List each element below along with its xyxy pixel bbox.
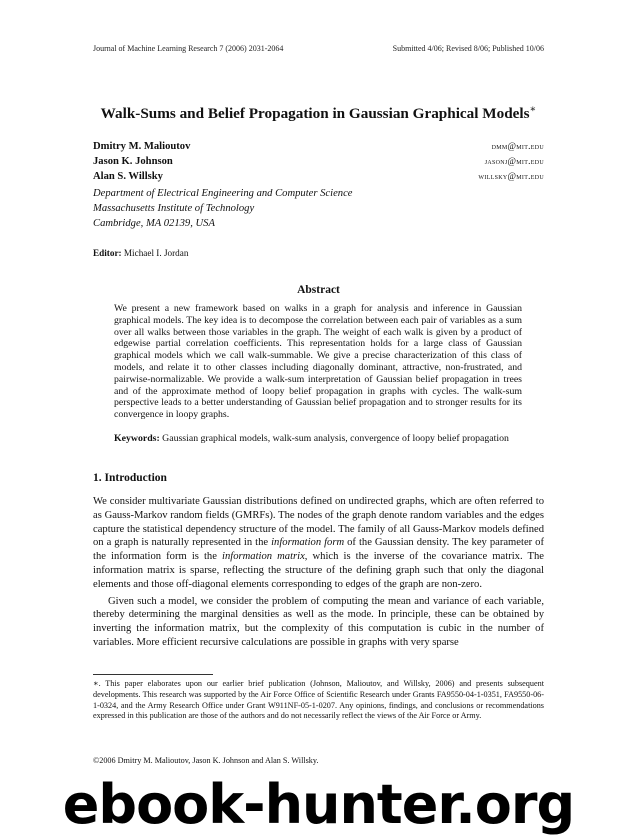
author-email: dmm@mit.edu — [491, 141, 544, 151]
title-footnote-mark: ∗ — [529, 104, 537, 115]
editor-name: Michael I. Jordan — [123, 248, 189, 258]
emphasis-information-form: information form — [271, 537, 345, 549]
affiliation-city: Cambridge, MA 02139, USA — [93, 218, 215, 229]
footnote-mark: ∗. — [93, 679, 101, 688]
journal-citation: Journal of Machine Learning Research 7 (2006) 2031-2064 — [93, 44, 284, 53]
copyright-line: ©2006 Dmitry M. Malioutov, Jason K. Johnson and Alan S. Willsky. — [93, 756, 319, 765]
section-heading: 1. Introduction — [93, 472, 167, 484]
author-row — [93, 156, 544, 171]
submission-dates: Submitted 4/06; Revised 8/06; Published 10/06 — [392, 44, 544, 53]
footnote-text: This paper elaborates upon our earlier brief publication (Johnson, Malioutov, and Willsky, 2006) and presents subsequent developments. This research was supported by the Air Force Office of Scientific Research under Grants FA9550-04-1-0351, FA9550-06-1-0324, and the Army Research Office under Grant W911NF-05-1-0207. Any opinions, findings, and conclusions or recommendations expressed in this publication are those of the authors and do not necessarily reflect the views of the Air Force or Army. — [93, 679, 544, 721]
author-email: jasonj@mit.edu — [484, 156, 544, 166]
paper-title — [0, 104, 637, 123]
abstract-text: We present a new framework based on walks in a graph for analysis and inference in Gaussian graphical models. The key idea is to decompose the correlation between each pair of variables as a sum over all walks between those variables in the graph. The weight of each walk is given by a product of edgewise partial correlation coefficients. This representation holds for a large class of Gaussian graphical models which we call walk-summable. We give a precise characterization of this class of models, and relate it to other classes including diagonally dominant, attractive, non-frustrated, and pairwise-normalizable. We provide a walk-sum interpretation of Gaussian belief propagation in trees and of the approximate method of loopy belief propagation in graphs with cycles. The walk-sum perspective leads to a better understanding of Gaussian belief propagation and to stronger results for its convergence in loopy graphs. — [114, 303, 522, 421]
affiliation-institute: Massachusetts Institute of Technology — [93, 203, 255, 214]
author-name: Dmitry M. Malioutov — [93, 141, 191, 152]
footnote — [93, 679, 544, 722]
body-text-run: We consider multivariate Gaussian distributions defined on undirected graphs, which are often referred to as Gauss-Markov random fields (GMRFs). The nodes of the graph denote random variables and the edges capture the statistical dependency structure of the model. The family of all Gauss-Markov models defined on a graph is naturally represented in the — [93, 496, 544, 549]
author-email: willsky@mit.edu — [478, 171, 544, 181]
paper-title-text: Walk-Sums and Belief Propagation in Gaussian Graphical Models — [100, 105, 530, 123]
footnote-divider — [93, 674, 213, 675]
emphasis-information-matrix: information matrix — [222, 551, 305, 563]
author-block — [93, 141, 544, 231]
editor-label: Editor: — [93, 248, 122, 258]
watermark-logo: ebook-hunter.org — [62, 773, 575, 836]
body-text-run: of the Gaussian density. The key parameter of the information form is the — [93, 537, 544, 563]
keywords-label: Keywords: — [114, 433, 160, 444]
abstract-heading: Abstract — [297, 284, 340, 296]
body-paragraph-1 — [93, 495, 544, 592]
keywords-text: Gaussian graphical models, walk-sum analysis, convergence of loopy belief propagation — [162, 433, 509, 444]
body-text-run: , which is the inverse of the covariance matrix. The information matrix is sparse, reflecting the structure of the defining graph such that only the diagonal elements and those off-diagonal elements corresponding to edges of the graph are non-zero. — [93, 551, 544, 590]
author-name: Jason K. Johnson — [93, 156, 173, 167]
body-text — [93, 495, 544, 650]
author-row — [93, 171, 544, 186]
affiliation-department: Department of Electrical Engineering and Computer Science — [93, 188, 353, 199]
keywords-line — [114, 433, 522, 445]
author-row — [93, 141, 544, 156]
body-paragraph-2: Given such a model, we consider the problem of computing the mean and variance of each variable, thereby determining the marginal densities as well as the mode. In principle, these can be obtained by inverting the information matrix, but the complexity of this computation is cubic in the number of variables. More efficient recursive calculations are possible in graphs with very sparse — [93, 595, 544, 648]
author-name: Alan S. Willsky — [93, 171, 163, 182]
editor-line — [93, 248, 188, 258]
